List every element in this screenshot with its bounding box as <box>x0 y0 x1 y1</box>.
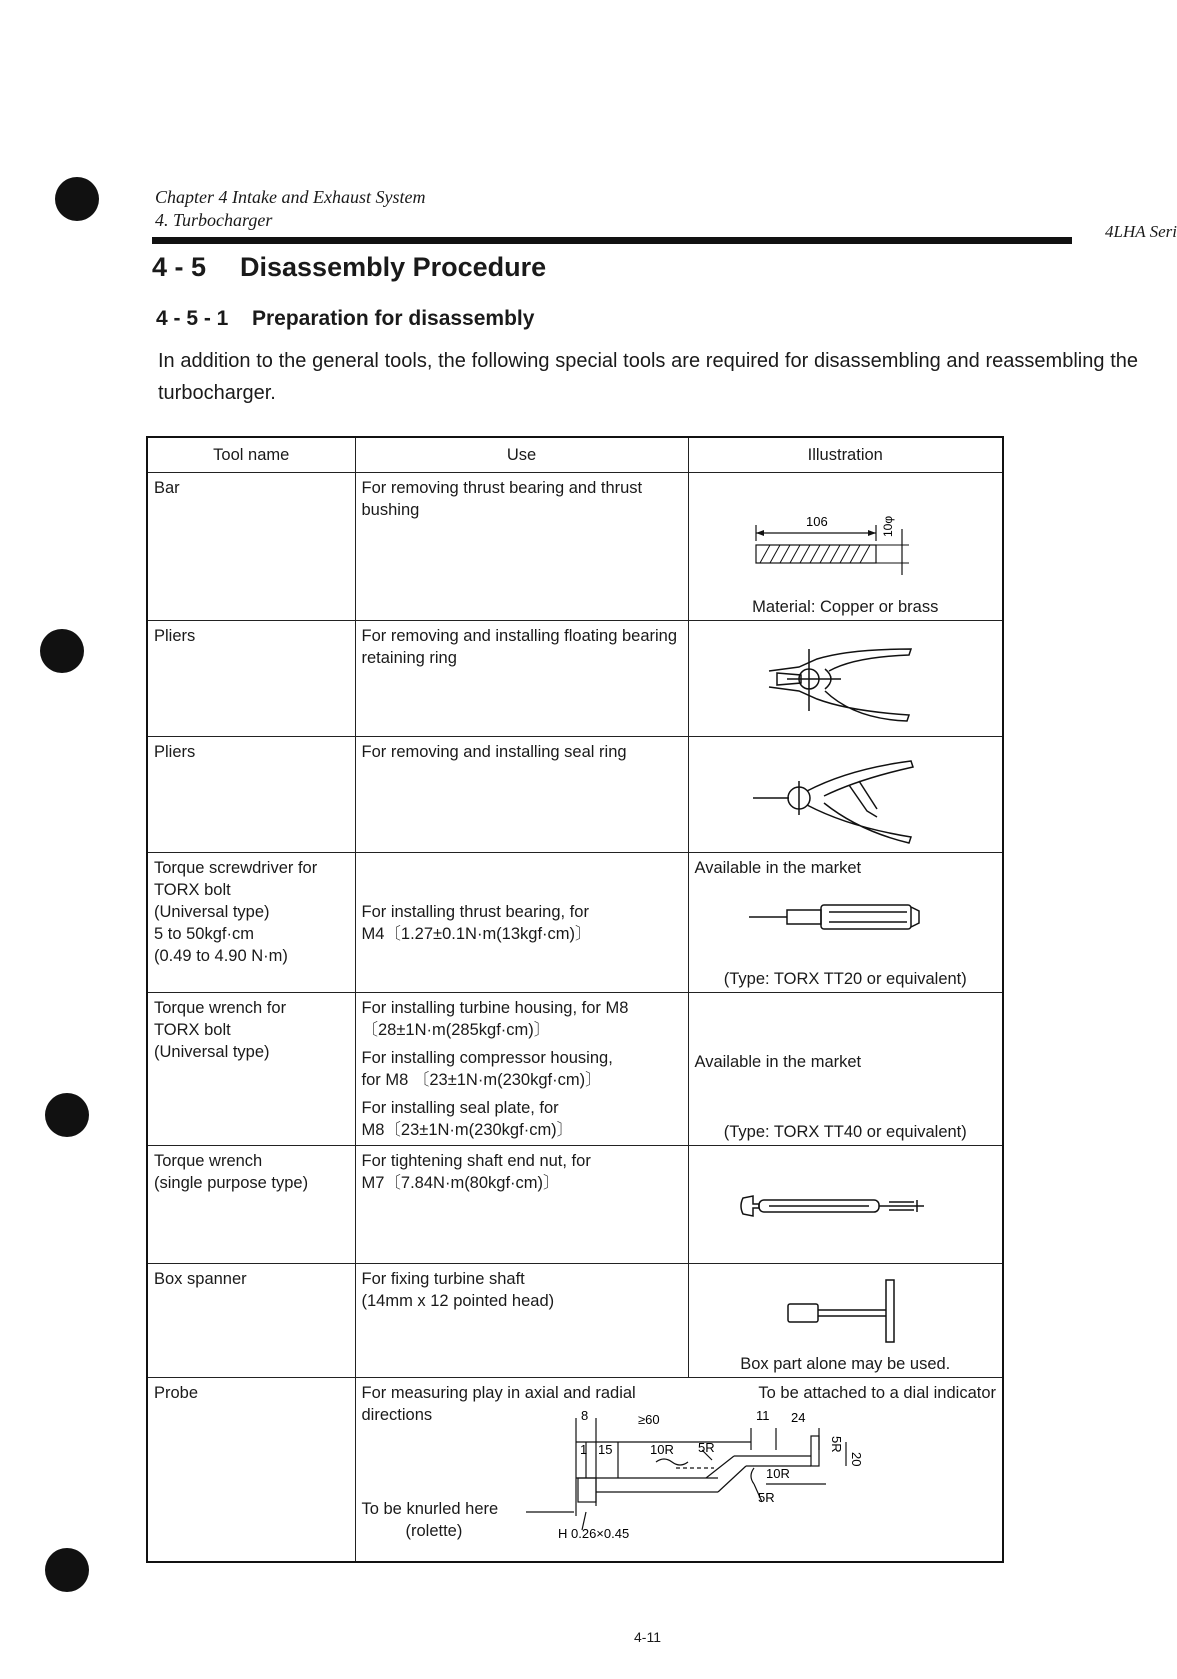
illustration-cell <box>688 1264 1003 1378</box>
tool-name-cell: Box spanner <box>147 1264 355 1378</box>
use-cell <box>355 1264 688 1378</box>
tool-line: Torque screwdriver for <box>154 859 318 877</box>
chapter-title: Chapter 4 Intake and Exhaust System <box>155 187 426 207</box>
illustration-cell <box>688 473 1003 621</box>
section-heading <box>152 252 546 283</box>
tool-line: TORX bolt <box>154 1021 231 1039</box>
probe-dim-24: 24 <box>790 1410 805 1425</box>
tool-name-cell: Probe <box>147 1378 355 1562</box>
probe-dim-10r: 10R <box>649 1442 674 1457</box>
type-note: (Type: TORX TT20 or equivalent) <box>723 970 967 988</box>
probe-use-cell <box>355 1378 1003 1562</box>
use-cell <box>355 853 688 993</box>
probe-dim-10r-b: 10R <box>765 1466 790 1481</box>
tool-line: 5 to 50kgf·cm <box>154 925 254 943</box>
header-illustration: Illustration <box>688 437 1003 473</box>
bar-illustration <box>744 503 944 583</box>
header-tool-name: Tool name <box>147 437 355 473</box>
probe-dim-5r-b: 5R <box>697 1440 715 1455</box>
use-line: M8〔23±1N·m(230kgf·cm)〕 <box>361 1121 574 1139</box>
use-line: M7〔7.84N·m(80kgf·cm)〕 <box>361 1174 560 1192</box>
bar-length-dim: 106 <box>805 514 828 529</box>
availability-note: Available in the market <box>694 859 862 877</box>
header-rule <box>152 237 1072 244</box>
seal-ring-pliers-illustration <box>749 751 939 846</box>
series-label: 4LHA Seri <box>1105 222 1177 241</box>
probe-dim-15: 15 <box>597 1442 612 1457</box>
use-cell <box>355 1146 688 1264</box>
section-heading-title: Disassembly Procedure <box>240 252 547 282</box>
use-cell <box>355 993 688 1146</box>
use-line: For installing thrust bearing, for <box>361 902 589 921</box>
table-row <box>147 737 1003 853</box>
box-part-note: Box part alone may be used. <box>740 1355 951 1373</box>
illustration-cell <box>688 1146 1003 1264</box>
probe-dim-60: ≥60 <box>637 1412 660 1427</box>
use-line: For installing turbine housing, for M8 <box>361 999 629 1017</box>
bar-diameter-dim: 10φ <box>880 515 895 537</box>
use-cell: For removing thrust bearing and thrust bushing <box>355 473 688 621</box>
availability-note: Available in the market <box>694 1053 862 1071</box>
punch-hole-4 <box>45 1548 89 1592</box>
tool-name-cell: Pliers <box>147 621 355 737</box>
pliers-illustration <box>759 629 939 724</box>
tool-line: Torque wrench for <box>154 999 287 1017</box>
use-cell: For removing and installing seal ring <box>355 737 688 853</box>
table-row <box>147 1378 1003 1562</box>
table-row <box>147 853 1003 993</box>
use-line: for M8 〔23±1N·m(230kgf·cm)〕 <box>361 1071 602 1089</box>
use-text: For measuring play in axial and radial directions <box>361 1384 636 1424</box>
tool-line: (0.49 to 4.90 N·m) <box>154 947 288 965</box>
use-line: For fixing turbine shaft <box>361 1270 525 1288</box>
probe-illustration <box>526 1406 996 1556</box>
punch-hole-2 <box>40 629 84 673</box>
header-use: Use <box>355 437 688 473</box>
punch-hole-3 <box>45 1093 89 1137</box>
table-row <box>147 473 1003 621</box>
illustration-cell <box>688 853 1003 993</box>
type-note: (Type: TORX TT40 or equivalent) <box>723 1123 967 1141</box>
use-line: 〔28±1N·m(285kgf·cm)〕 <box>361 1021 551 1039</box>
knurl-line: (rolette) <box>405 1522 463 1540</box>
subsection-heading <box>156 307 534 331</box>
subsection-heading-title: Preparation for disassembly <box>252 307 535 330</box>
punch-hole-1 <box>55 177 99 221</box>
use-line: For tightening shaft end nut, for <box>361 1152 591 1170</box>
tool-line: (single purpose type) <box>154 1174 309 1192</box>
use-line: M4〔1.27±0.1N·m(13kgf·cm)〕 <box>361 924 592 943</box>
probe-knurl-spec: H 0.26×0.45 <box>557 1526 629 1541</box>
special-tools-table <box>146 436 1004 1563</box>
use-line: For installing seal plate, for <box>361 1099 559 1117</box>
tool-name-cell: Pliers <box>147 737 355 853</box>
tool-name-cell <box>147 993 355 1146</box>
section-number: 4 - 5 <box>152 252 207 282</box>
probe-dim-20: 20 <box>848 1452 864 1467</box>
probe-dim-11: 11 <box>755 1408 769 1423</box>
subsection-number: 4 - 5 - 1 <box>156 307 229 330</box>
tool-name-cell: Bar <box>147 473 355 621</box>
illustration-cell <box>688 621 1003 737</box>
table-header-row <box>147 437 1003 473</box>
probe-dim-5r-c: 5R <box>757 1490 775 1505</box>
probe-dim-5r: 5R <box>828 1436 844 1453</box>
illustration-cell <box>688 737 1003 853</box>
page-number: 4-11 <box>634 1629 661 1645</box>
table-row <box>147 1146 1003 1264</box>
tool-line: (Universal type) <box>154 903 270 921</box>
knurl-line: To be knurled here <box>361 1500 499 1518</box>
attach-note: To be attached to a dial indicator <box>758 1384 996 1402</box>
table-row <box>147 1264 1003 1378</box>
use-line: (14mm x 12 pointed head) <box>361 1292 555 1310</box>
tool-name-cell <box>147 853 355 993</box>
probe-dim-1: 1 <box>579 1442 587 1457</box>
tool-line: TORX bolt <box>154 881 231 899</box>
illustration-cell <box>688 993 1003 1146</box>
intro-paragraph: In addition to the general tools, the following special tools are required for disassembling and reassembling the turbocharger. <box>158 350 1138 404</box>
table-row <box>147 993 1003 1146</box>
probe-dim-8: 8 <box>580 1408 588 1423</box>
box-spanner-illustration <box>784 1276 924 1346</box>
tool-line: Torque wrench <box>154 1152 263 1170</box>
torque-wrench-illustration <box>739 1186 939 1226</box>
torque-screwdriver-illustration <box>747 897 947 937</box>
table-row <box>147 621 1003 737</box>
section-title: 4. Turbocharger <box>155 210 273 230</box>
use-cell: For removing and installing floating bearing retaining ring <box>355 621 688 737</box>
bar-material-note: Material: Copper or brass <box>752 598 939 616</box>
knurl-note <box>362 1498 499 1542</box>
tool-line: (Universal type) <box>154 1043 270 1061</box>
use-line: For installing compressor housing, <box>361 1049 613 1067</box>
tool-name-cell <box>147 1146 355 1264</box>
